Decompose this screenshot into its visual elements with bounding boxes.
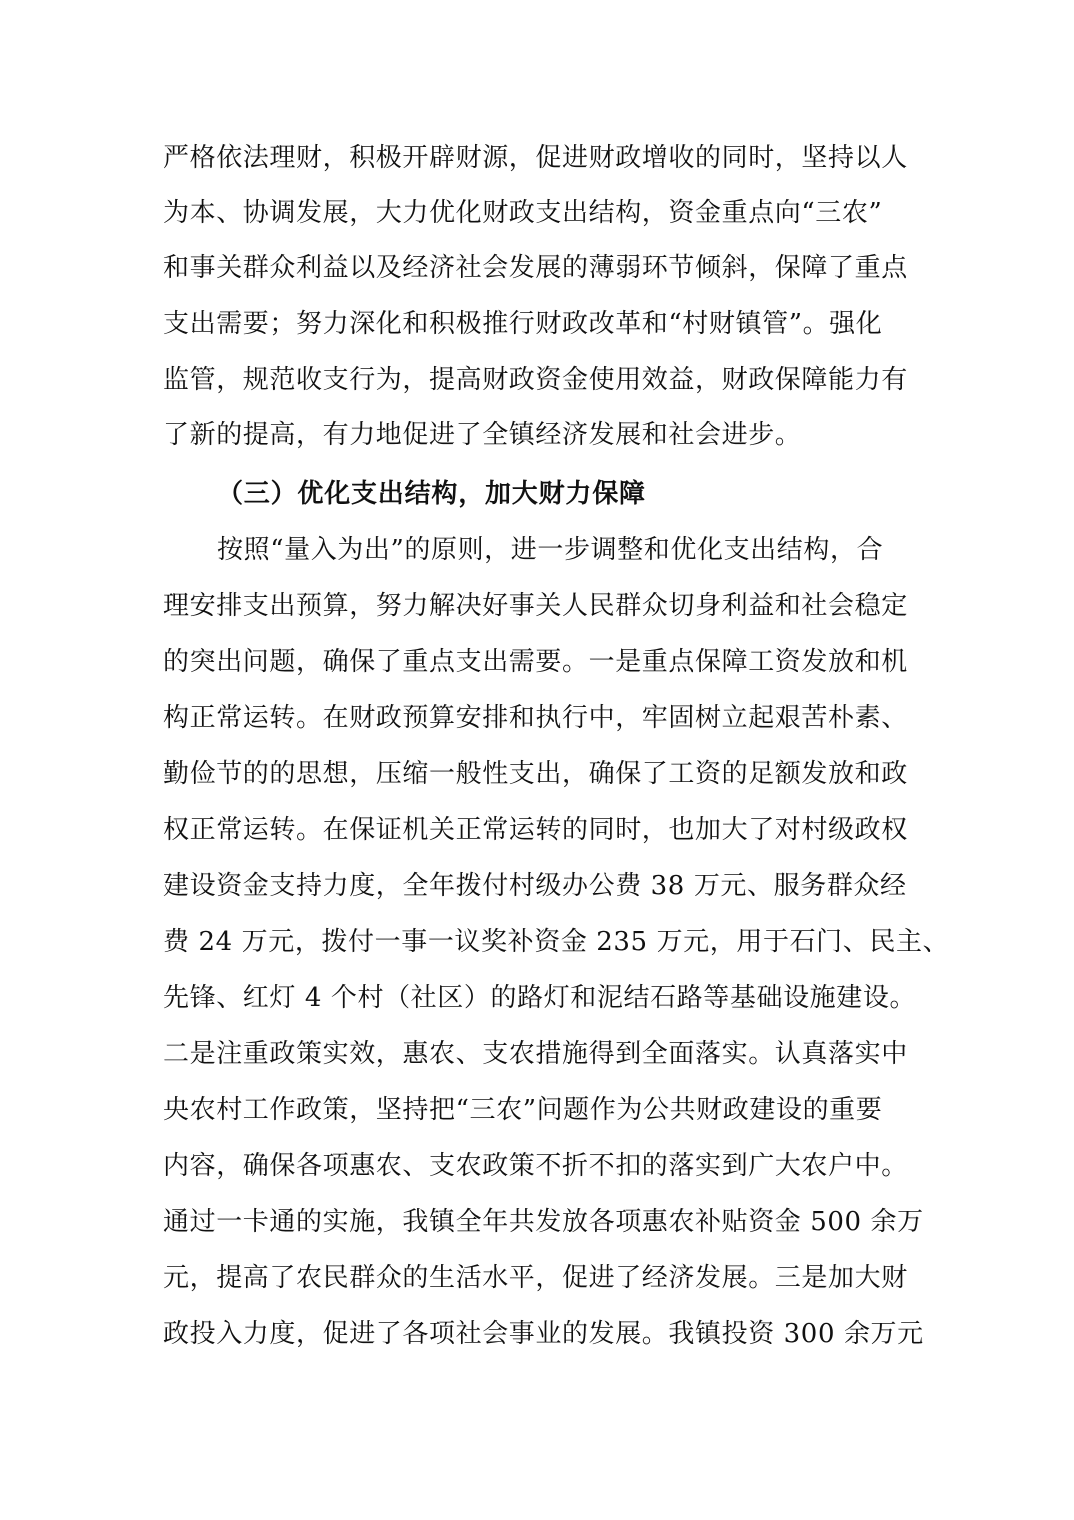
paragraph-line: 严格依法理财，积极开辟财源，促进财政增收的同时，坚持以人 bbox=[163, 143, 908, 173]
paragraph-line: 监管，规范收支行为，提高财政资金使用效益，财政保障能力有 bbox=[163, 365, 908, 395]
paragraph-line: 勤俭节的的思想，压缩一般性支出，确保了工资的足额发放和政 bbox=[163, 759, 908, 789]
paragraph-line: 支出需要；努力深化和积极推行财政改革和“村财镇管”。强化 bbox=[163, 309, 883, 339]
paragraph-line: 的突出问题，确保了重点支出需要。一是重点保障工资发放和机 bbox=[163, 647, 908, 677]
paragraph-line: 按照“量入为出”的原则，进一步调整和优化支出结构，合 bbox=[217, 535, 884, 565]
paragraph-line: 费 24 万元，拨付一事一议奖补资金 235 万元，用于石门、民主、 bbox=[163, 927, 950, 957]
paragraph-line: 建设资金支持力度，全年拨付村级办公费 38 万元、服务群众经 bbox=[163, 871, 907, 901]
paragraph-line: 央农村工作政策，坚持把“三农”问题作为公共财政建设的重要 bbox=[163, 1095, 883, 1125]
paragraph-line: 先锋、红灯 4 个村（社区）的路灯和泥结石路等基础设施建设。 bbox=[163, 983, 917, 1013]
paragraph-line: 了新的提高，有力地促进了全镇经济发展和社会进步。 bbox=[163, 420, 802, 450]
paragraph-line: 元，提高了农民群众的生活水平，促进了经济发展。三是加大财 bbox=[163, 1263, 908, 1293]
paragraph-line: 权正常运转。在保证机关正常运转的同时，也加大了对村级政权 bbox=[163, 815, 908, 845]
paragraph-line: 和事关群众利益以及经济社会发展的薄弱环节倾斜，保障了重点 bbox=[163, 253, 908, 283]
paragraph-line: 通过一卡通的实施，我镇全年共发放各项惠农补贴资金 500 余万 bbox=[163, 1207, 924, 1237]
section-heading: （三）优化支出结构，加大财力保障 bbox=[217, 479, 646, 509]
paragraph-line: 内容，确保各项惠农、支农政策不折不扣的落实到广大农户中。 bbox=[163, 1151, 908, 1181]
paragraph-line: 二是注重政策实效，惠农、支农措施得到全面落实。认真落实中 bbox=[163, 1039, 908, 1069]
paragraph-line: 构正常运转。在财政预算安排和执行中，牢固树立起艰苦朴素、 bbox=[163, 703, 908, 733]
paragraph-line: 理安排支出预算，努力解决好事关人民群众切身利益和社会稳定 bbox=[163, 591, 908, 621]
paragraph-line: 为本、协调发展，大力优化财政支出结构，资金重点向“三农” bbox=[163, 198, 883, 228]
paragraph-line: 政投入力度，促进了各项社会事业的发展。我镇投资 300 余万元 bbox=[163, 1319, 924, 1349]
